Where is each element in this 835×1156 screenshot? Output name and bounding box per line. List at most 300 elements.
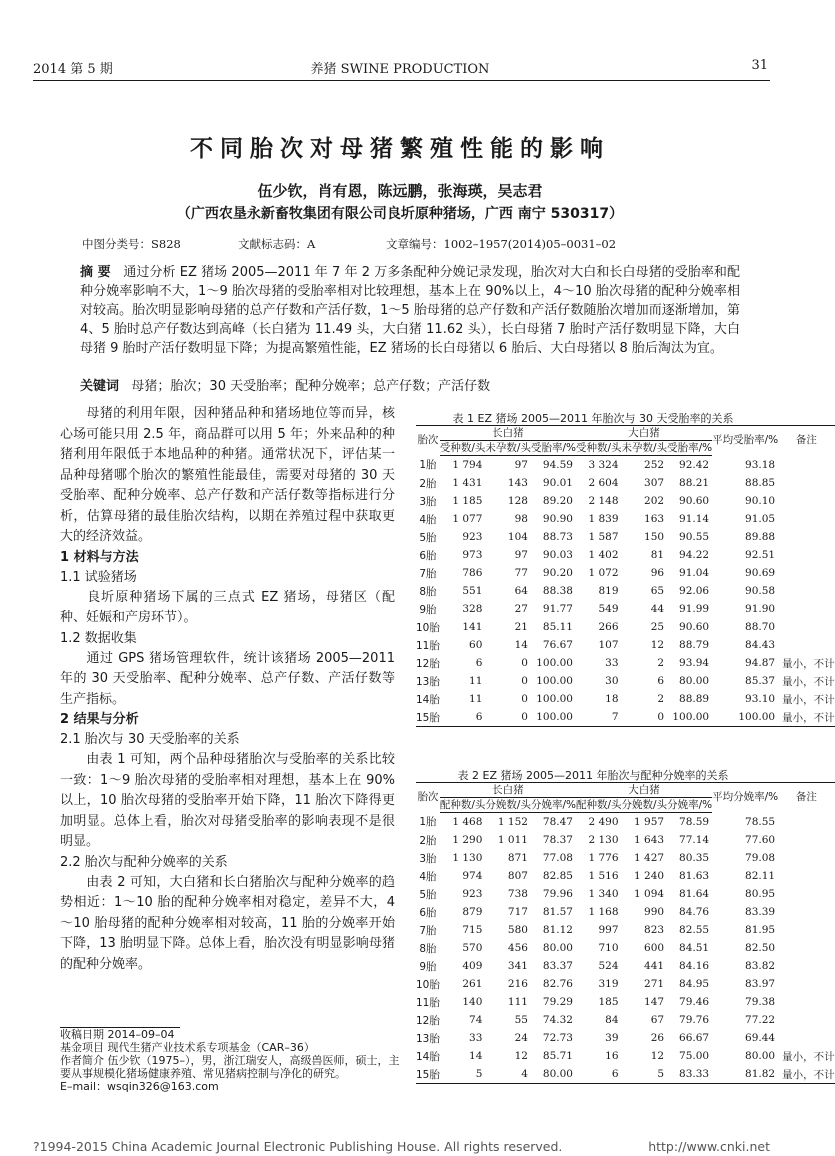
running-header-issue: 2014 第 5 期 — [33, 62, 113, 77]
table-cell: 80.00 — [531, 1065, 576, 1084]
row-note — [778, 636, 835, 654]
table-cell: 1 290 — [452, 834, 483, 846]
table-cell: 88.85 — [745, 477, 776, 489]
table-cell: 90.55 — [679, 531, 710, 543]
row-label: 8胎 — [419, 942, 437, 955]
table-cell: 26 — [650, 1032, 665, 1044]
table-cell: 216 — [507, 978, 528, 990]
row-note — [778, 921, 835, 939]
table-cell: 91.99 — [679, 603, 710, 615]
table-cell: 91.05 — [745, 513, 776, 525]
row-note — [778, 474, 835, 492]
table-cell: 93.18 — [745, 458, 776, 471]
table-cell: 1 468 — [452, 816, 483, 828]
table-cell: 319 — [598, 978, 619, 990]
table-cell: 549 — [598, 603, 619, 615]
table-cell: 90.58 — [745, 585, 776, 597]
table-cell: 1 839 — [588, 513, 619, 525]
table-cell: 0 — [622, 708, 668, 727]
table-cell: 974 — [462, 870, 483, 882]
table-cell: 18 — [605, 693, 619, 705]
table-cell: 76.67 — [542, 639, 573, 651]
table-cell: 1 427 — [634, 852, 665, 864]
table1-header-landrace: 长白猪 — [440, 426, 576, 441]
table-cell: 94.59 — [542, 459, 573, 471]
table-cell: 77.08 — [542, 852, 573, 864]
row-label: 8胎 — [419, 585, 437, 598]
table-cell: 1 130 — [452, 852, 483, 864]
table-cell: 823 — [644, 924, 665, 936]
table-cell: 80.00 — [679, 675, 710, 687]
table-cell: 82.50 — [745, 942, 776, 954]
table-cell: 1 794 — [452, 459, 483, 471]
table-cell: 91.90 — [745, 603, 776, 615]
page-number: 31 — [751, 58, 768, 73]
table-cell: 2 — [657, 657, 665, 669]
table1-caption: 表 1 EZ 猪场 2005—2011 年胎次与 30 天受胎率的关系 — [452, 412, 734, 425]
table-cell: 1 402 — [588, 549, 619, 561]
table2-header-landrace: 长白猪 — [440, 783, 576, 798]
table-cell: 24 — [514, 1032, 528, 1044]
row-note: 量小，不计 — [782, 675, 835, 688]
table-cell: 88.38 — [542, 585, 573, 597]
table-cell: 990 — [644, 906, 665, 918]
table-cell: 91.04 — [679, 567, 710, 579]
table-cell: 5 — [622, 1065, 668, 1084]
table2-subheader: 分娩率/% — [530, 798, 576, 811]
affiliation: （广西农垦永新畜牧集团有限公司良圻原种猪场，广西 南宁 530317） — [176, 206, 624, 222]
row-label: 2胎 — [419, 834, 437, 847]
table-cell: 12 — [650, 1050, 665, 1062]
table-cell: 82.11 — [745, 870, 776, 882]
row-label: 1胎 — [419, 459, 437, 472]
table-cell: 33 — [469, 1032, 483, 1044]
table-cell: 12 — [650, 639, 665, 651]
table-cell: 85.71 — [542, 1050, 573, 1062]
table-cell: 79.76 — [679, 1014, 710, 1026]
table-cell: 12 — [514, 1050, 528, 1062]
table-cell: 738 — [507, 888, 528, 900]
table-cell: 2 148 — [588, 495, 619, 507]
table-cell: 90.20 — [542, 567, 573, 579]
table-cell: 100.00 — [536, 675, 573, 687]
table-cell: 78.47 — [542, 816, 573, 828]
table-cell: 81.63 — [679, 870, 710, 882]
table-cell: 871 — [507, 852, 528, 864]
table1-subheader: 未孕数/头 — [485, 441, 531, 454]
table-cell: 90.60 — [679, 621, 710, 633]
table-cell: 77.14 — [679, 834, 710, 846]
table-row — [416, 546, 835, 564]
row-label: 2胎 — [419, 477, 437, 490]
row-label: 5胎 — [419, 531, 437, 544]
table-cell: 88.70 — [745, 621, 776, 633]
table-cell: 84.76 — [679, 906, 710, 918]
table-cell: 2 604 — [588, 477, 619, 489]
table-cell: 84.43 — [745, 639, 776, 651]
table-row — [416, 993, 835, 1011]
table-cell: 307 — [644, 477, 665, 489]
table-cell: 341 — [507, 960, 528, 972]
row-label: 7胎 — [419, 924, 437, 937]
table-cell: 78.37 — [542, 834, 573, 846]
table-cell: 90.90 — [542, 513, 573, 525]
row-label: 12胎 — [416, 1014, 440, 1027]
table-cell: 88.79 — [679, 639, 710, 651]
table-cell: 83.82 — [745, 960, 776, 972]
table-row — [416, 813, 835, 832]
table-cell: 83.97 — [745, 978, 776, 990]
table-cell: 25 — [650, 621, 665, 633]
table-cell: 271 — [644, 978, 665, 990]
table-cell: 717 — [507, 906, 528, 918]
table-cell: 97 — [514, 549, 528, 561]
table-cell: 88.89 — [679, 693, 710, 705]
row-note — [778, 528, 835, 546]
table-cell: 807 — [507, 870, 528, 882]
table1 — [416, 425, 835, 727]
table-cell: 524 — [598, 960, 619, 972]
table2-subheader: 分娩率/% — [667, 798, 713, 811]
row-note — [778, 582, 835, 600]
table2-header-average: 平均分娩率/% — [712, 783, 778, 813]
table1-subheader: 受种数/头 — [575, 441, 622, 454]
table1-subheader: 受胎率/% — [667, 441, 713, 454]
table2-subheader: 分娩数/头 — [485, 798, 531, 811]
row-label: 10胎 — [416, 978, 440, 991]
row-note — [778, 456, 835, 475]
table-cell: 6 — [440, 708, 486, 727]
row-note — [778, 813, 835, 832]
header-rule — [33, 80, 770, 81]
table1-header-average: 平均受胎率/% — [712, 426, 778, 456]
table-row — [416, 582, 835, 600]
table-cell: 81.57 — [542, 906, 573, 918]
table-cell: 128 — [507, 495, 528, 507]
row-label: 11胎 — [416, 996, 440, 1009]
table-cell: 74 — [469, 1014, 483, 1026]
table-cell: 85.11 — [542, 621, 573, 633]
table-cell: 27 — [514, 603, 528, 615]
table-cell: 5 — [440, 1065, 486, 1084]
table-row — [416, 975, 835, 993]
row-note — [778, 957, 835, 975]
row-label: 1胎 — [419, 816, 437, 829]
body-paragraph: 良圻原种猪场下属的三点式 EZ 猪场，母猪区（配种、妊娠和产房环节）。 — [60, 589, 395, 625]
row-label: 6胎 — [419, 906, 437, 919]
abstract — [80, 263, 740, 358]
table-cell: 1 587 — [588, 531, 619, 543]
table-row — [416, 600, 835, 618]
table-cell: 79.38 — [745, 996, 776, 1008]
row-label: 15胎 — [416, 708, 440, 727]
table-cell: 74.32 — [542, 1014, 573, 1026]
section-heading: 1 材料与方法 — [60, 549, 139, 565]
body-left-column — [60, 404, 395, 975]
table-row — [416, 690, 835, 708]
table-cell: 80.95 — [745, 888, 776, 900]
table1-subheader: 未孕数/头 — [621, 441, 668, 454]
row-label: 14胎 — [416, 693, 440, 706]
table-cell: 33 — [605, 657, 619, 669]
table-cell: 92.42 — [679, 459, 710, 471]
table-cell: 75.00 — [679, 1050, 710, 1062]
table-cell: 90.10 — [745, 495, 776, 507]
table-cell: 64 — [514, 585, 528, 597]
table-cell: 84.95 — [679, 978, 710, 990]
row-note: 量小，不计 — [782, 1050, 835, 1063]
table2-subheader: 配种数/头 — [439, 798, 486, 811]
fund-info: 基金项目 现代生猪产业技术系专项基金（CAR–36） — [60, 1041, 315, 1054]
table-cell: 0 — [521, 657, 528, 669]
table-cell: 1 094 — [634, 888, 665, 900]
table-cell: 0 — [521, 675, 528, 687]
table-cell: 85.37 — [745, 675, 776, 687]
table-cell: 21 — [514, 621, 528, 633]
row-note — [778, 546, 835, 564]
row-note: 量小，不计 — [782, 693, 835, 706]
row-note — [778, 993, 835, 1011]
table-cell: 1 431 — [452, 477, 483, 489]
table-cell: 7 — [576, 708, 622, 727]
table-cell: 79.96 — [542, 888, 573, 900]
table-cell: 92.06 — [679, 585, 710, 597]
keywords-label: 关键词 — [80, 379, 120, 394]
table-cell: 551 — [462, 585, 483, 597]
table-row — [416, 528, 835, 546]
table-cell: 141 — [462, 621, 483, 633]
row-label: 15胎 — [416, 1065, 440, 1084]
table-cell: 11 — [469, 693, 483, 705]
table-cell: 81.12 — [542, 924, 573, 936]
copyright-notice: ?1994-2015 China Academic Journal Electronic Publishing House. All rights reserved. — [33, 1139, 563, 1154]
table-cell: 80.00 — [745, 1050, 776, 1062]
table-cell: 69.44 — [745, 1032, 776, 1044]
abstract-text: 通过分析 EZ 猪场 2005—2011 年 7 年 2 万多条配种分娩记录发现，胎次对大白和长白母猪的受胎率和配种分娩率影响不大，1～9 胎次母猪的受胎率相对比较理想，基本上在 90%以上，4～10 胎次母猪的配种分娩率相对较高。胎次明显影响母猪的总产仔数和产活仔数，1～5 胎母猪的总产仔数和产活仔数随胎次增加而逐渐增加，第 4、5 胎时总产仔数达到高峰（长白猪为 11.49 头，大白猪 11.62 头），长白母猪 7 胎时产活仔数明显下降，大白母猪 9 胎时产活仔数明显下降；为提高繁殖性能，EZ 猪场的长白母猪以 6 胎后、大白母猪以 8 胎后淘汰为宜。 — [80, 265, 741, 356]
table-row — [416, 867, 835, 885]
table-cell: 94.87 — [745, 657, 776, 669]
table-cell: 6 — [657, 675, 665, 687]
table-cell: 997 — [598, 924, 619, 936]
table-cell: 923 — [462, 888, 483, 900]
table-cell: 90.69 — [745, 567, 776, 579]
row-note: 量小，不计 — [778, 1065, 835, 1084]
table-cell: 100.00 — [531, 708, 576, 727]
row-note — [778, 618, 835, 636]
table-cell: 14 — [514, 639, 528, 651]
table-cell: 143 — [507, 477, 528, 489]
table-row — [416, 672, 835, 690]
row-note — [778, 1011, 835, 1029]
table-cell: 570 — [462, 942, 483, 954]
row-note — [778, 600, 835, 618]
table-cell: 60 — [469, 639, 483, 651]
intro-paragraph: 母猪的利用年限，因种猪品种和猪场地位等而异，核心场可能只用 2.5 年，商品群可以用 5 年；外来品种的种猪利用年限低于本地品种的种猪。通常状况下，评估某一品种母猪哪个胎次的繁殖性能最佳，需要对母猪的 30 天受胎率、配种分娩率、总产仔数和产活仔数等指标进行分析，估算母猪的最佳胎次结构，以期在养殖过程中获取更大的经济效益。 — [60, 406, 395, 544]
table-cell: 100.00 — [536, 693, 573, 705]
document-code: 文献标志码：A — [238, 237, 316, 251]
author-list: 伍少钦，肖有恩，陈远鹏，张海瑛，吴志君 — [257, 182, 543, 200]
table-cell: 1 168 — [588, 906, 619, 918]
table-row — [416, 939, 835, 957]
table-cell: 1 152 — [497, 816, 528, 828]
row-note — [778, 867, 835, 885]
table-cell: 88.21 — [679, 477, 710, 489]
section-heading: 2 结果与分析 — [60, 712, 139, 727]
table-cell: 1 185 — [452, 495, 483, 507]
row-note — [778, 939, 835, 957]
table-cell: 409 — [462, 960, 483, 972]
table-cell: 66.67 — [679, 1032, 710, 1044]
table-cell: 6 — [576, 1065, 622, 1084]
table-cell: 150 — [644, 531, 665, 543]
footer-link[interactable]: http://www.cnki.net — [648, 1139, 770, 1154]
table-cell: 91.14 — [679, 513, 710, 525]
table-cell: 261 — [462, 978, 483, 990]
row-note — [778, 1029, 835, 1047]
table-cell: 107 — [598, 639, 619, 651]
table-cell: 786 — [462, 567, 483, 579]
table-cell: 79.46 — [679, 996, 710, 1008]
row-note — [778, 510, 835, 528]
table-cell: 715 — [462, 924, 483, 936]
row-label: 11胎 — [416, 639, 440, 652]
table-cell: 93.94 — [679, 657, 710, 669]
row-label: 6胎 — [419, 549, 437, 562]
table2-header-largewhite: 大白猪 — [576, 783, 712, 798]
table-cell: 163 — [644, 513, 665, 525]
table-cell: 94.22 — [679, 549, 710, 561]
table-cell: 1 240 — [634, 870, 665, 882]
table2-header-parity: 胎次 — [416, 783, 440, 813]
table-row — [416, 636, 835, 654]
table-cell: 82.55 — [679, 924, 710, 936]
table-cell: 104 — [507, 531, 528, 543]
row-label: 4胎 — [419, 513, 437, 526]
table-cell: 78.59 — [679, 816, 710, 828]
table-row — [416, 492, 835, 510]
row-note: 量小，不计 — [782, 657, 835, 670]
table-row — [416, 1065, 835, 1084]
table-cell: 0 — [485, 708, 531, 727]
table-cell: 819 — [598, 585, 619, 597]
table-cell: 710 — [598, 942, 619, 954]
table-cell: 1 643 — [634, 834, 665, 846]
table-cell: 973 — [462, 549, 483, 561]
table-cell: 93.10 — [745, 693, 776, 705]
table-cell: 1 077 — [452, 513, 483, 525]
table1-header-parity: 胎次 — [416, 426, 440, 456]
row-label: 13胎 — [416, 675, 440, 688]
author-bio: 作者简介 伍少钦（1975–），男，浙江瑞安人，高级兽医师，硕士，主要从事规模化猪场健康养殖、常见猪病控制与净化的研究。 — [60, 1054, 400, 1080]
table1-header-note: 备注 — [778, 426, 835, 456]
table-cell: 90.60 — [679, 495, 710, 507]
table-cell: 77 — [514, 567, 528, 579]
table-cell: 84.16 — [679, 960, 710, 972]
table-row — [416, 921, 835, 939]
table-cell: 202 — [644, 495, 665, 507]
table-cell: 39 — [605, 1032, 619, 1044]
table-cell: 82.85 — [542, 870, 573, 882]
table-cell: 30 — [605, 675, 619, 687]
table-row — [416, 831, 835, 849]
page-footer — [33, 1139, 770, 1154]
table-cell: 140 — [462, 996, 483, 1008]
row-note — [778, 831, 835, 849]
row-label: 13胎 — [416, 1032, 440, 1045]
table-cell: 77.22 — [745, 1014, 776, 1026]
row-note — [778, 903, 835, 921]
row-label: 3胎 — [419, 495, 437, 508]
table-cell: 83.33 — [667, 1065, 712, 1084]
footnotes — [60, 1028, 400, 1093]
table-cell: 72.73 — [542, 1032, 573, 1044]
row-note — [778, 564, 835, 582]
table-cell: 79.29 — [542, 996, 573, 1008]
table-cell: 90.01 — [542, 477, 573, 489]
table-cell: 456 — [507, 942, 528, 954]
table-row — [416, 1047, 835, 1065]
table-cell: 266 — [598, 621, 619, 633]
keywords — [80, 375, 740, 394]
table-cell: 3 324 — [588, 459, 619, 471]
table-cell: 923 — [462, 531, 483, 543]
table-cell: 1 957 — [634, 816, 665, 828]
table-cell: 81 — [650, 549, 665, 561]
row-label: 3胎 — [419, 852, 437, 865]
subsection-heading: 1.2 数据收集 — [60, 630, 137, 646]
table-cell: 11 — [469, 675, 483, 687]
table-cell: 81.82 — [712, 1065, 778, 1084]
table-cell: 14 — [469, 1050, 483, 1062]
row-label: 9胎 — [419, 603, 437, 616]
body-paragraph: 通过 GPS 猪场管理软件，统计该猪场 2005—2011 年的 30 天受胎率、配种分娩率、总产仔数、产活仔数等生产指标。 — [60, 650, 395, 707]
row-note — [778, 975, 835, 993]
keywords-text: 母猪；胎次；30 天受胎率；配种分娩率；总产仔数；产活仔数 — [131, 379, 491, 394]
row-label: 10胎 — [416, 621, 440, 634]
row-label: 4胎 — [419, 870, 437, 883]
row-label: 14胎 — [416, 1050, 440, 1063]
table-cell: 98 — [514, 513, 528, 525]
table-cell: 82.76 — [542, 978, 573, 990]
table-row — [416, 618, 835, 636]
table2-subheader: 配种数/头 — [575, 798, 622, 811]
clc-number: 中图分类号：S828 — [82, 237, 181, 251]
table-row — [416, 1011, 835, 1029]
table-cell: 16 — [605, 1050, 619, 1062]
row-note — [778, 492, 835, 510]
table-cell: 2 130 — [588, 834, 619, 846]
table-cell: 77.60 — [745, 834, 776, 846]
table-cell: 441 — [644, 960, 665, 972]
table2-caption: 表 2 EZ 猪场 2005—2011 年胎次与配种分娩率的关系 — [457, 769, 729, 782]
article-number: 文章编号：1002–1957(2014)05–0031–02 — [386, 237, 617, 251]
table-cell: 100.00 — [667, 708, 712, 727]
table-cell: 1 776 — [588, 852, 619, 864]
table-cell: 84 — [605, 1014, 619, 1026]
table-cell: 328 — [462, 603, 483, 615]
table-cell: 1 072 — [588, 567, 619, 579]
subsection-heading: 1.1 试验猪场 — [60, 569, 137, 585]
received-date: 收稿日期 2014–09–04 — [60, 1028, 175, 1041]
body-paragraph: 由表 1 可知，两个品种母猪胎次与受胎率的关系比较一致：1～9 胎次母猪的受胎率相对理想，基本上在 90%以上，10 胎次母猪的受胎率开始下降，11 胎次下降得更加明显。总体上看，胎次对母猪受胎率的影响表现不是很明显。 — [60, 752, 395, 849]
table-cell: 2 490 — [588, 816, 619, 828]
body-paragraph: 由表 2 可知，大白猪和长白猪胎次与配种分娩率的趋势相近：1～10 胎的配种分娩率相对稳定，差异不大，4～10 胎母猪的配种分娩率相对较高，11 胎的分娩率开始下降，13 胎明显下降。总体上看，胎次没有明显影响母猪的配种分娩率。 — [60, 874, 395, 972]
table-cell: 100.00 — [712, 708, 778, 727]
abstract-label: 摘 要 — [80, 265, 111, 280]
table-cell: 91.77 — [542, 603, 573, 615]
table-cell: 252 — [644, 459, 665, 471]
row-note — [778, 885, 835, 903]
